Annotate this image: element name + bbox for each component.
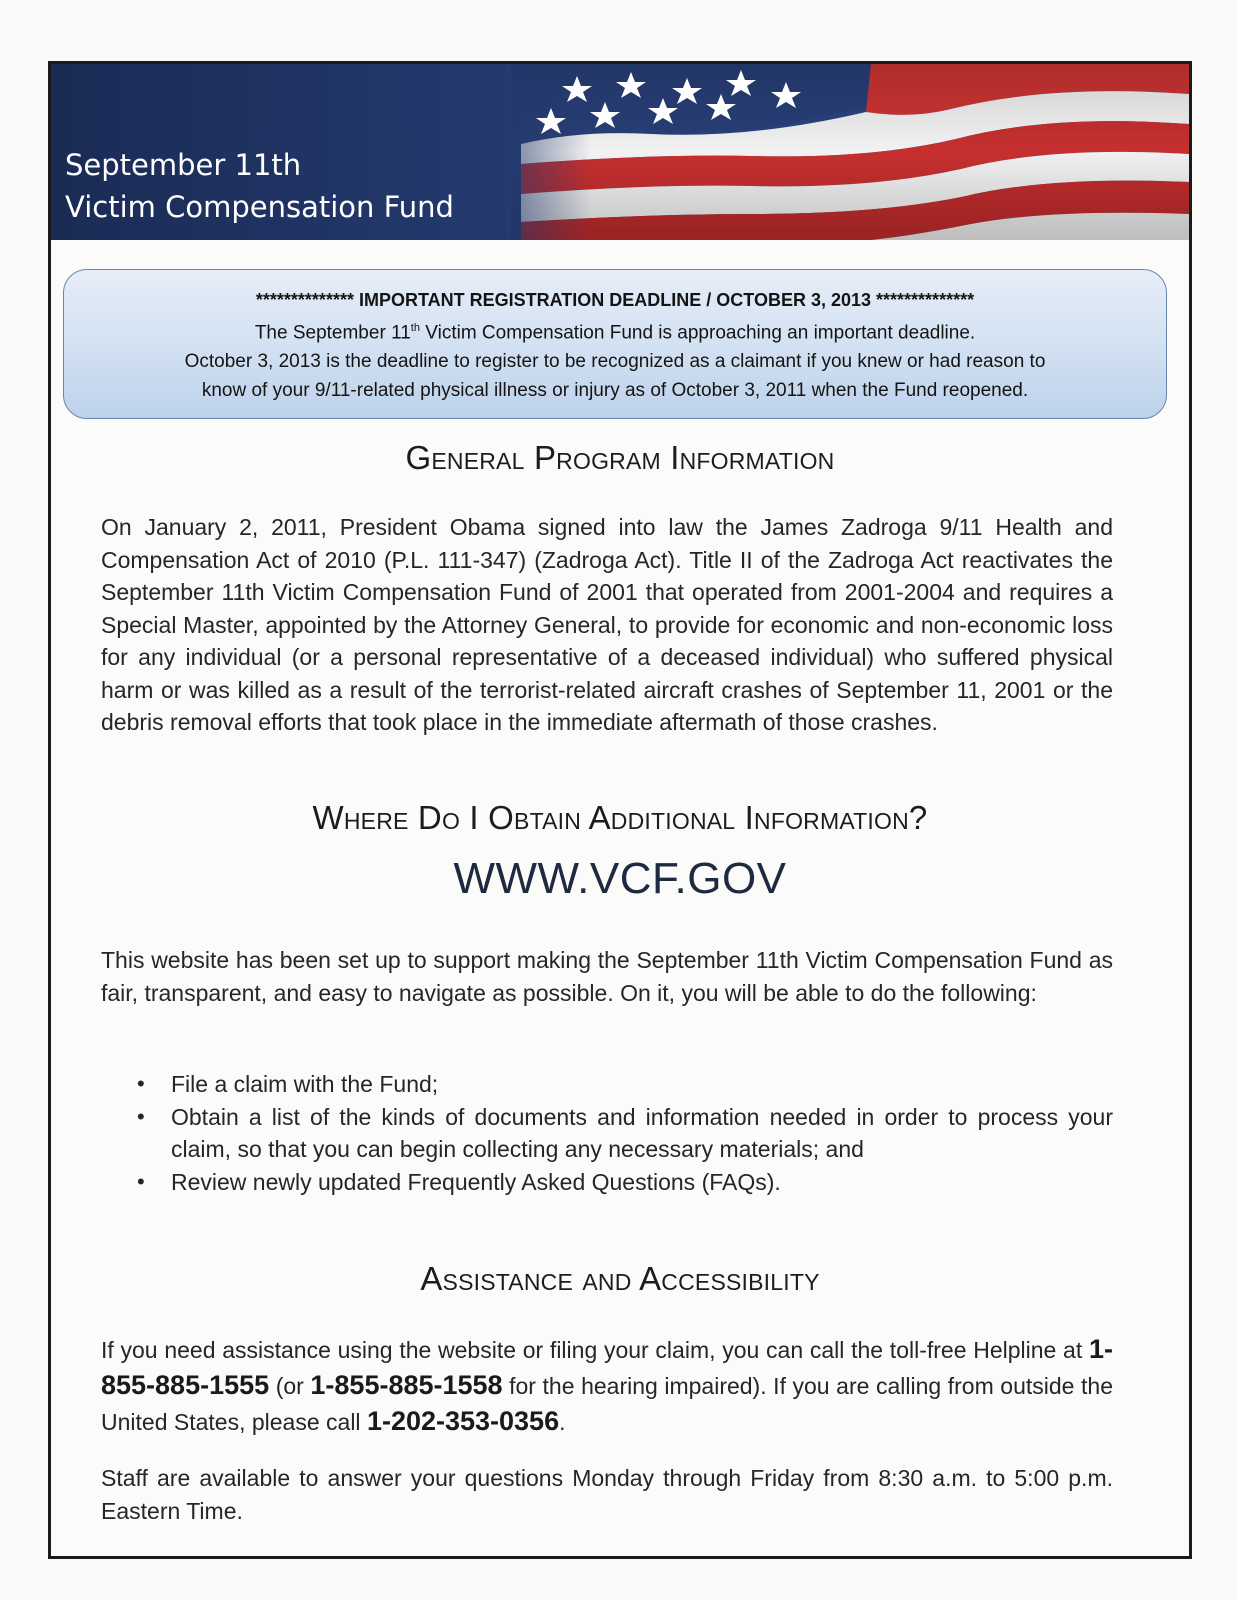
notice-line-1: [64, 314, 1166, 347]
assistance-text-4: .: [559, 1409, 566, 1435]
where-heading: Where Do I Obtain Additional Information?: [312, 799, 928, 836]
list-item-text: Review newly updated Frequently Asked Questions (FAQs).: [171, 1168, 781, 1195]
notice-line-1-number: 11: [391, 322, 411, 344]
hearing-impaired-phone[interactable]: 1-855-885-1558: [310, 1370, 503, 1400]
staff-hours: Staff are available to answer your questions Monday through Friday from 8:30 a.m. to 5:00 p.m. Eastern Time.: [101, 1465, 1113, 1524]
helpline-phone[interactable]: 1-855-885-1555: [101, 1334, 1113, 1400]
header-banner: [51, 64, 1189, 240]
bullet-icon: •: [137, 1168, 145, 1194]
website-link[interactable]: WWW.VCF.GOV: [453, 854, 787, 903]
banner-title-line1: September 11th: [65, 148, 302, 182]
notice-line-1-superscript: th: [410, 322, 420, 334]
list-item-text: File a claim with the Fund;: [171, 1071, 439, 1097]
list-item: [101, 1068, 1113, 1101]
notice-line-1-start: The September: [254, 322, 392, 344]
assistance-body: [101, 1332, 1113, 1440]
general-body: On January 2, 2011, President Obama signed into law the James Zadroga 9/11 Health and Compensation Act of 2010 (P.L. 111-347) (Zadroga Act). Title II of the Zadroga Act reactivates the September 11th Victim Compensation Fund of 2001 that operated from 2001-2004 and requires a Special Master, appointed by the Attorney General, to provide for economic and non-economic loss for any individual (or a personal representative of a deceased individual) who suffered physical harm or was killed as a result of the terrorist-related aircraft crashes of September 11, 2001 or the debris removal efforts that took place in the immediate aftermath of those crashes.: [101, 514, 1113, 735]
assistance-heading: Assistance and Accessibility: [420, 1260, 820, 1297]
banner-title: [65, 144, 454, 228]
assistance-text-1: If you need assistance using the website or filing your claim, you can call the toll-free Helpline at: [101, 1337, 1089, 1363]
notice-line-2: October 3, 2013 is the deadline to register to be recognized as a claimant if you knew or had reason to: [184, 351, 1046, 373]
general-heading: General Program Information: [405, 439, 835, 476]
assistance-text-2: (or: [269, 1373, 311, 1399]
feature-list: [101, 1068, 1113, 1198]
notice-line-1-end: Victim Compensation Fund is approaching an important deadline.: [419, 322, 976, 344]
where-intro: This website has been set up to support making the September 11th Victim Compensation Fund as fair, transparent, and easy to navigate as possible. On it, you will be able to do the following:: [101, 947, 1113, 1006]
bullet-icon: •: [137, 1103, 145, 1129]
international-phone[interactable]: 1-202-353-0356: [366, 1406, 560, 1436]
deadline-notice: [63, 269, 1167, 419]
flyer-page: [48, 61, 1192, 1559]
bullet-icon: •: [137, 1071, 145, 1096]
list-item-text: Obtain a list of the kinds of documents and information needed in order to process your claim, so that you can begin collecting any necessary materials; and: [171, 1103, 1113, 1162]
notice-line-3: know of your 9/11-related physical illness or injury as of October 3, 2011 when the Fund reopened.: [201, 380, 1029, 402]
list-item: [101, 1101, 1113, 1166]
notice-headline: ************** IMPORTANT REGISTRATION DEADLINE / OCTOBER 3, 2013 **************: [255, 290, 975, 310]
banner-title-line2: Victim Compensation Fund: [65, 190, 454, 224]
list-item: [101, 1166, 1113, 1199]
assistance-text-3: for the hearing impaired). If you are calling from outside the United States, please call: [101, 1373, 1114, 1435]
